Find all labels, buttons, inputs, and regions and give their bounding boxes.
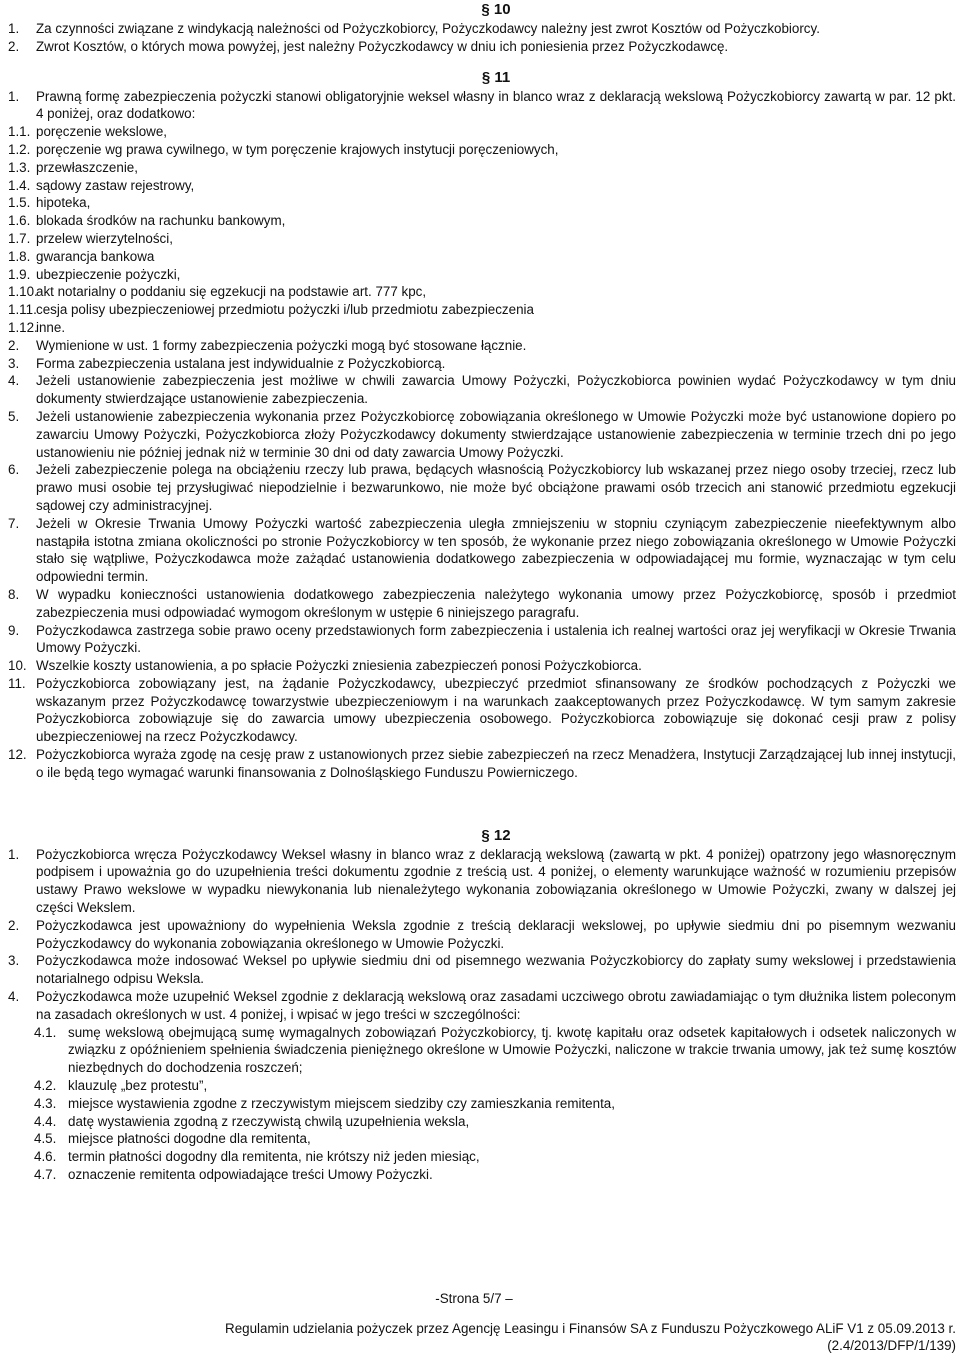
item-number: 1.3. [8, 159, 31, 175]
item-text: datę wystawienia zgodną z rzeczywistą chwilą uzupełnienia weksla, [68, 1113, 470, 1129]
item-text: poręczenie wekslowe, [36, 124, 167, 140]
page-number: -Strona 5/7 – [435, 1291, 513, 1306]
list-item [8, 212, 956, 230]
item-text: inne. [36, 319, 66, 335]
section-11-sublist [8, 123, 956, 337]
list-item [8, 266, 956, 284]
footer-regulation [225, 1320, 956, 1354]
list-item [8, 283, 956, 301]
list-item [8, 461, 956, 514]
list-item [8, 1024, 956, 1077]
item-number: 11. [8, 675, 26, 691]
list-item [8, 1113, 956, 1131]
item-text: termin płatności dogodny dla remitenta, nie krótszy niż jeden miesiąc, [68, 1149, 480, 1165]
item-text: oznaczenie remitenta odpowiadające treści Umowy Pożyczki. [68, 1167, 433, 1183]
item-number: 12. [8, 747, 27, 763]
item-text: ubezpieczenie pożyczki, [36, 266, 181, 282]
section-heading-11: § 11 [481, 68, 511, 86]
item-number: 2. [8, 917, 20, 933]
section-heading-10: § 10 [481, 1, 511, 18]
item-number: 1.7. [8, 230, 31, 246]
item-number: 10. [8, 658, 27, 674]
list-item [8, 515, 956, 586]
list-item [8, 248, 956, 266]
item-number: 4.1. [34, 1024, 57, 1040]
item-text: Wszelkie koszty ustanowienia, a po spłacie Pożyczki zniesienia zabezpieczeń ponosi Pożyczkobiorca. [36, 658, 642, 674]
item-text: poręczenie wg prawa cywilnego, w tym poręczenie krajowych instytucji poręczeniowych, [36, 141, 559, 157]
item-number: 1.2. [8, 141, 31, 157]
item-number: 1.5. [8, 195, 31, 211]
item-text: blokada środków na rachunku bankowym, [36, 213, 286, 229]
item-number: 1.10. [8, 284, 38, 300]
item-number: 2. [8, 337, 20, 353]
item-text: Jeżeli zabezpieczenie polega na obciążeniu rzeczy lub prawa, będących własnością Pożyczkobiorcy lub wskazanej przez niego osoby trzeciej, rzecz lub prawo musi osobie tej przysługiwać niepodzielnie i bezwarunkowo, nie może być obciążone prawami osób trzecich ani stanowić przedmiotu egzekucji sądowej czy administracyjnej. [36, 462, 956, 513]
list-item [8, 846, 956, 917]
item-number: 4.6. [34, 1149, 57, 1165]
list-item [8, 622, 956, 658]
item-number: 4.3. [34, 1095, 57, 1111]
item-number: 1.6. [8, 213, 31, 229]
item-text: Pożyczkodawca może uzupełnić Weksel zgodnie z deklaracją wekslową oraz zasadami uczciwego obrotu zawiadamiając o tym dłużnika listem poleconym na zasadach określonych w ust. 4 poniżej, i wpisać w jego treści w szczególności: [36, 989, 956, 1022]
list-item [8, 1095, 956, 1113]
item-text: cesja polisy ubezpieczeniowej przedmiotu pożyczki i/lub przedmiotu zabezpieczenia [36, 302, 534, 318]
item-text: Jeżeli w Okresie Trwania Umowy Pożyczki wartość zabezpieczenia uległa zmniejszeniu w stopniu czyniącym zabezpieczenie nieefektywnym albo nastąpiła istotna zmiana okoliczności po stronie Pożyczkobiorcy w ten sposób, że wykonanie przez niego zobowiązania określonego w Umowie Pożyczki stało się wątpliwe, Pożyczkodawca może zażądać ustanowienia dodatkowego zabezpieczenia w odpowiadającej mu formie, wyznaczając w tym celu odpowiedni termin. [36, 515, 956, 585]
list-item [8, 337, 956, 355]
item-number: 6. [8, 462, 20, 478]
item-text: gwarancja bankowa [36, 248, 155, 264]
item-number: 4.5. [34, 1131, 57, 1147]
item-text: klauzulę „bez protestu”, [68, 1078, 208, 1094]
section-12-sublist [8, 1024, 956, 1184]
item-number: 1.4. [8, 177, 31, 193]
list-item [8, 88, 956, 124]
item-text: miejsce wystawienia zgodne z rzeczywistym miejscem siedziby czy zamieszkania remitenta, [68, 1095, 615, 1111]
regulation-title: Regulamin udzielania pożyczek przez Agencję Leasingu i Finansów SA z Funduszu Pożyczkowego ALiF V1 z 05.09.2013 r. [225, 1321, 956, 1336]
item-number: 1.11. [8, 302, 37, 318]
item-text: Pożyczkodawca zastrzega sobie prawo oceny przedstawionych form zabezpieczenia i ustalenia ich realnej wartości oraz jej weryfikacji w Okresie Trwania Umowy Pożyczki. [36, 622, 956, 656]
list-item [8, 301, 956, 319]
item-text: Pożyczkobiorca zobowiązany jest, na żądanie Pożyczkodawcy, ubezpieczyć przedmiot sfinansowany ze środków pochodzących z Pożyczki we wskazanym przez Pożyczkodawcę towarzystwie ubezpieczeniowym i na warunkach zaakceptowanych przez Pożyczkodawcę. W tym samym zakresie Pożyczkobiorca zobowiązuje się do zawarcia umowy ubezpieczenia osobowego. Pożyczkobiorca zobowiązuje się dokonać cesji praw z polisy ubezpieczeniowej na rzecz Pożyczkodawcy. [36, 675, 956, 745]
item-text: Pożyczkobiorca wyraża zgodę na cesję praw z ustanowionych przez siebie zabezpieczeń na rzecz Menadżera, Instytucji Zarządzającej lub innej instytucji, o ile będą tego wymagać warunki finansowania z Dolnośląskiego Funduszu Powierniczego. [36, 747, 956, 780]
item-number: 1.9. [8, 266, 31, 282]
list-item [8, 38, 956, 56]
item-number: 1.1. [8, 124, 31, 140]
list-item [8, 675, 956, 746]
list-item [8, 746, 956, 782]
list-item [8, 408, 956, 461]
item-text: W wypadku konieczności ustanowienia dodatkowego zabezpieczenia należytego wykonania umowy przez Pożyczkobiorcę, sposób i przedmiot zabezpieczenia musi odpowiadać wymogom określonym w ustępie 6 niniejszego paragrafu. [36, 586, 956, 620]
list-item [8, 1148, 956, 1166]
list-item [8, 194, 956, 212]
item-text: Wymienione w ust. 1 formy zabezpieczenia pożyczki mogą być stosowane łącznie. [36, 337, 527, 353]
list-item [8, 1166, 956, 1184]
item-text: Zwrot Kosztów, o których mowa powyżej, jest należny Pożyczkodawcy w dniu ich poniesienia przez Pożyczkodawcę. [36, 38, 729, 54]
item-text: Pożyczkodawca jest upoważniony do wypełnienia Weksla zgodnie z treścią deklaracji wekslowej, po upływie siedmiu dni po pisemnym wezwaniu Pożyczkodawcy do wykonania zobowiązania określonego w Umowie Pożyczki. [36, 917, 956, 951]
list-item [8, 319, 956, 337]
item-text: Forma zabezpieczenia ustalana jest indywidualnie z Pożyczkobiorcą. [36, 355, 446, 371]
item-number: 4. [8, 989, 20, 1005]
item-number: 9. [8, 622, 20, 638]
item-text: przelew wierzytelności, [36, 230, 173, 246]
item-text: hipoteka, [36, 195, 91, 211]
item-number: 8. [8, 586, 20, 602]
item-text: akt notarialny o poddaniu się egzekucji na podstawie art. 777 kpc, [36, 284, 427, 300]
item-text: Jeżeli ustanowienie zabezpieczenia wykonania przez Pożyczkobiorcę zobowiązania określonego w Umowie Pożyczki może być ustanowione dopiero po zawarciu Umowy Pożyczki, Pożyczkobiorca złoży Pożyczkodawcy dokumenty stwierdzające ustanowienie zabezpieczenia w terminie trzech dni po jego ustanowieniu nie później jednak niż w terminie 30 dni od daty zawarcia Umowy Pożyczki. [36, 408, 956, 460]
item-number: 1.8. [8, 248, 31, 264]
section-11-list [8, 337, 956, 782]
item-number: 4.4. [34, 1113, 57, 1129]
list-item [8, 230, 956, 248]
list-item [8, 988, 956, 1024]
item-text: Pożyczkodawca może indosować Weksel po upływie siedmiu dni od pisemnego wezwania Pożyczkobiorcy do zapłaty sumy wekslowej i przedstawienia notarialnego odpisu Weksla. [36, 953, 956, 987]
item-number: 4.7. [34, 1167, 57, 1183]
item-number: 3. [8, 953, 20, 969]
list-item [8, 177, 956, 195]
item-number: 3. [8, 355, 20, 371]
item-number: 1.12. [8, 319, 38, 335]
item-number: 2. [8, 38, 20, 54]
item-text: Pożyczkobiorca wręcza Pożyczkodawcy Weksel własny in blanco wraz z deklaracją wekslową (zawartą w pkt. 4 poniżej) opatrzony jego własnoręcznym podpisem i upoważnia go do uzupełnienia treści dokumentu zgodnie z treścią ust. 4 poniżej, o elementy warunkujące ważność w rozumieniu przepisów ustawy Prawo wekslowe w wypadku niewykonania lub nienależytego wykonania zobowiązania określonego w Umowie Pożyczki, zwany w dalszej jej części Wekslem. [36, 846, 956, 916]
list-item [8, 657, 956, 675]
list-item [8, 586, 956, 622]
list-item [8, 355, 956, 373]
list-item [8, 20, 956, 38]
item-text: sądowy zastaw rejestrowy, [36, 177, 195, 193]
list-item [8, 159, 956, 177]
item-text: Prawną formę zabezpieczenia pożyczki stanowi obligatoryjnie weksel własny in blanco wraz z deklaracją wekslową Pożyczkobiorcy zawartą w par. 12 pkt. 4 poniżej, oraz dodatkowo: [36, 88, 956, 122]
list-item [8, 1077, 956, 1095]
list-item [8, 952, 956, 988]
item-number: 4. [8, 373, 20, 389]
item-text: Jeżeli ustanowienie zabezpieczenia jest możliwe w chwili zawarcia Umowy Pożyczki, Pożyczkobiorca powinien wydać Pożyczkodawcy w tym dniu dokumenty stwierdzające ustanowienie zabezpieczenia. [36, 373, 956, 407]
section-10-list [8, 20, 956, 56]
list-item [8, 123, 956, 141]
item-number: 7. [8, 515, 20, 531]
item-text: przewłaszczenie, [36, 159, 138, 175]
item-text: miejsce płatności dogodne dla remitenta, [68, 1131, 311, 1147]
item-number: 1. [8, 846, 20, 862]
item-text: sumę wekslową obejmującą sumę wymagalnych zobowiązań Pożyczkobiorcy, tj. kwotę kapitału oraz odsetek kapitałowych i odsetek naliczonych w związku z opóźnieniem spełnienia świadczenia pieniężnego określone w Umowie Pożyczki, naliczone w trakcie trwania umowy, jak też sumę kosztów niezbędnych do dochodzenia roszczeń; [68, 1024, 956, 1076]
item-number: 5. [8, 408, 20, 424]
list-item [8, 372, 956, 408]
list-item [8, 1130, 956, 1148]
item-number: 1. [8, 88, 20, 104]
section-12-list [8, 846, 956, 1024]
list-item [8, 141, 956, 159]
item-text: Za czynności związane z windykacją należności od Pożyczkobiorcy, Pożyczkodawcy należny jest zwrot Kosztów od Pożyczkobiorcy. [36, 21, 820, 36]
regulation-code: (2.4/2013/DFP/1/139) [827, 1338, 956, 1353]
list-item [8, 917, 956, 953]
item-number: 1. [8, 21, 20, 36]
document-page [8, 0, 956, 1184]
section-heading-12: § 12 [481, 826, 511, 844]
item-number: 4.2. [34, 1078, 57, 1094]
